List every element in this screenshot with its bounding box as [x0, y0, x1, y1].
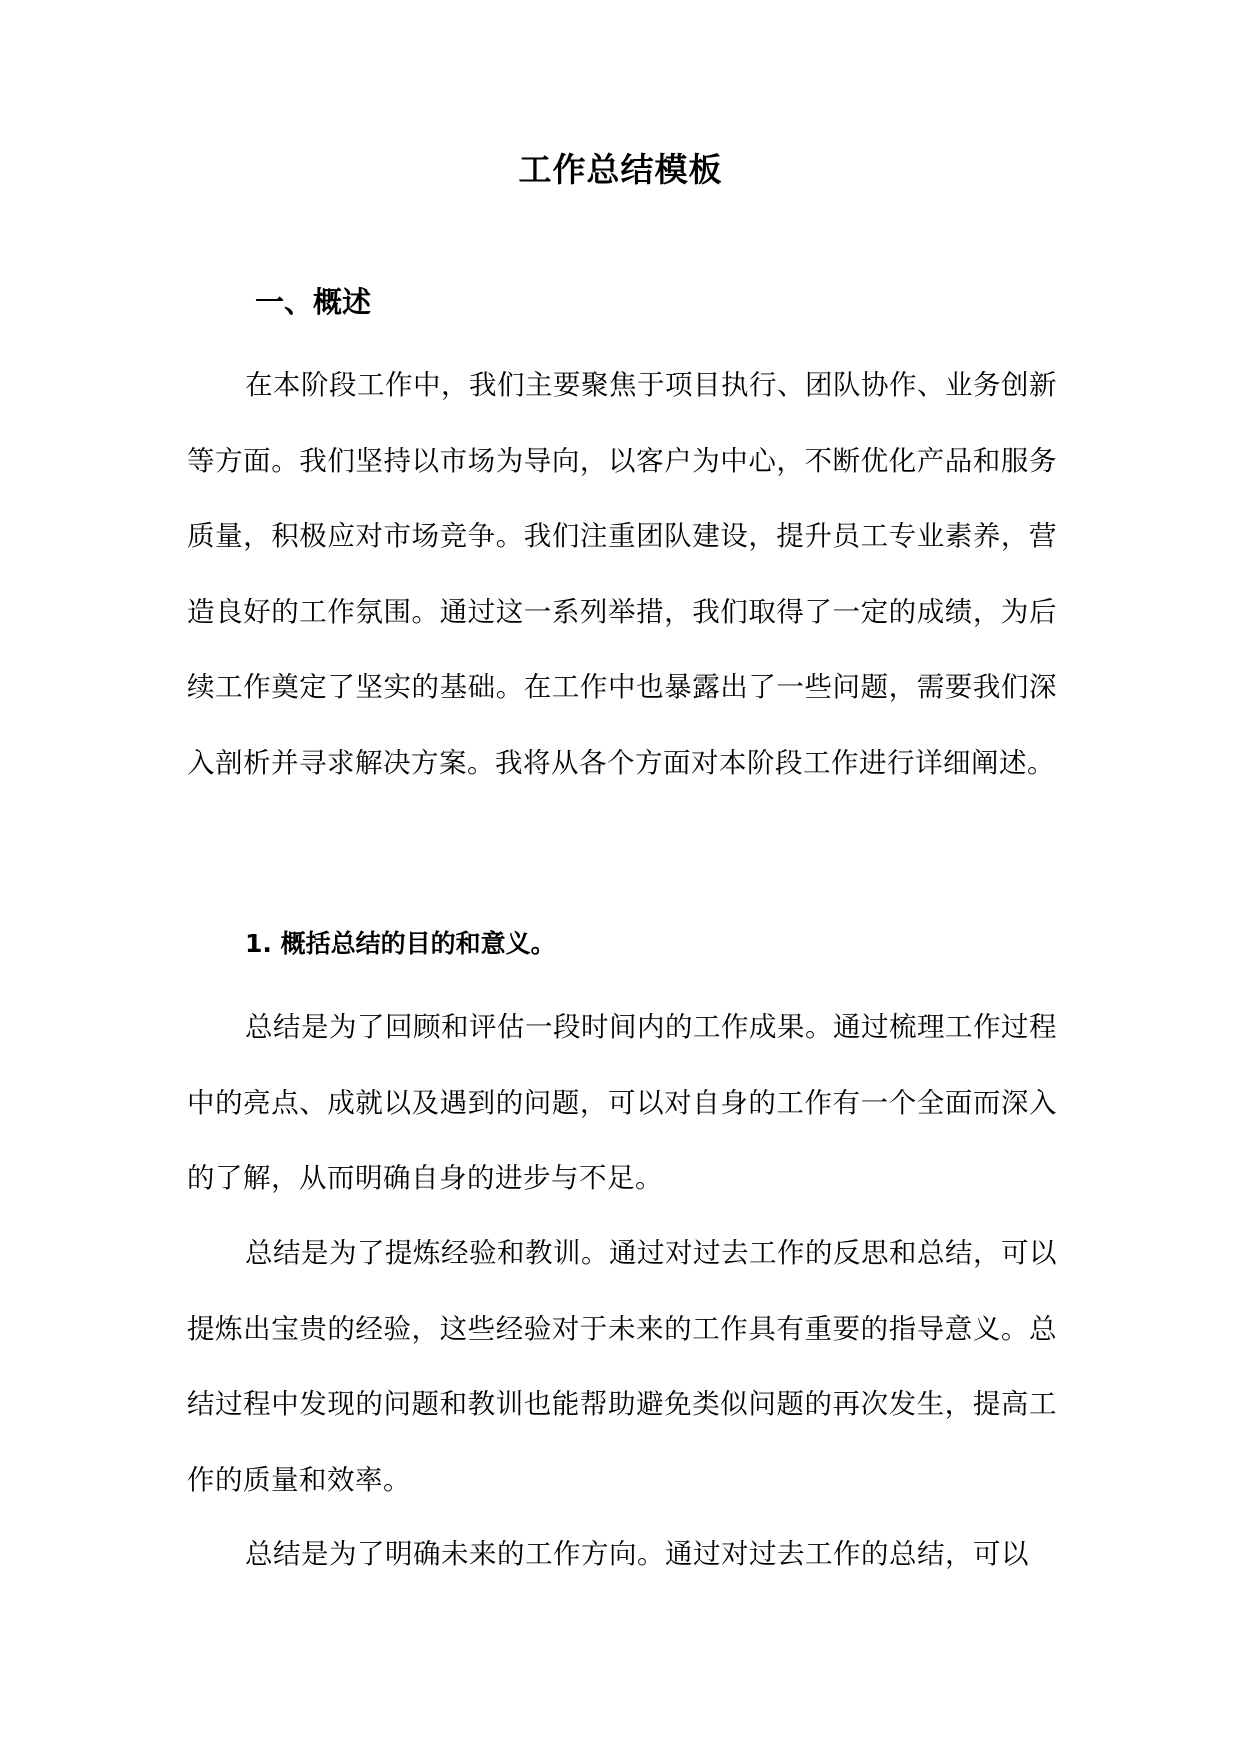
section-heading-overview: 一、概述 — [255, 285, 372, 319]
purpose-paragraph-3: 总结是为了明确未来的工作方向。通过对过去工作的总结，可以 — [245, 1538, 1029, 1570]
purpose-paragraph-1: 总结是为了回顾和评估一段时间内的工作成果。通过梳理工作过程中的亮点、成就以及遇到的问题，可以对自身的工作有一个全面而深入的了解，从而明确自身的进步与不足。 — [187, 1011, 1057, 1194]
purpose-paragraph-2: 总结是为了提炼经验和教训。通过对过去工作的反思和总结，可以提炼出宝贵的经验，这些经验对于未来的工作具有重要的指导意义。总结过程中发现的问题和教训也能帮助避免类似问题的再次发生，提高工作的质量和效率。 — [187, 1237, 1057, 1496]
subsection-heading-purpose: 1. 概括总结的目的和意义。 — [245, 929, 556, 958]
document-title: 工作总结模板 — [518, 150, 723, 189]
overview-paragraph: 在本阶段工作中，我们主要聚焦于项目执行、团队协作、业务创新等方面。我们坚持以市场为导向，以客户为中心，不断优化产品和服务质量，积极应对市场竞争。我们注重团队建设，提升员工专业素养，营造良好的工作氛围。通过这一系列举措，我们取得了一定的成绩，为后续工作奠定了坚实的基础。在工作中也暴露出了一些问题，需要我们深入剖析并寻求解决方案。我将从各个方面对本阶段工作进行详细阐述。 — [187, 369, 1057, 779]
